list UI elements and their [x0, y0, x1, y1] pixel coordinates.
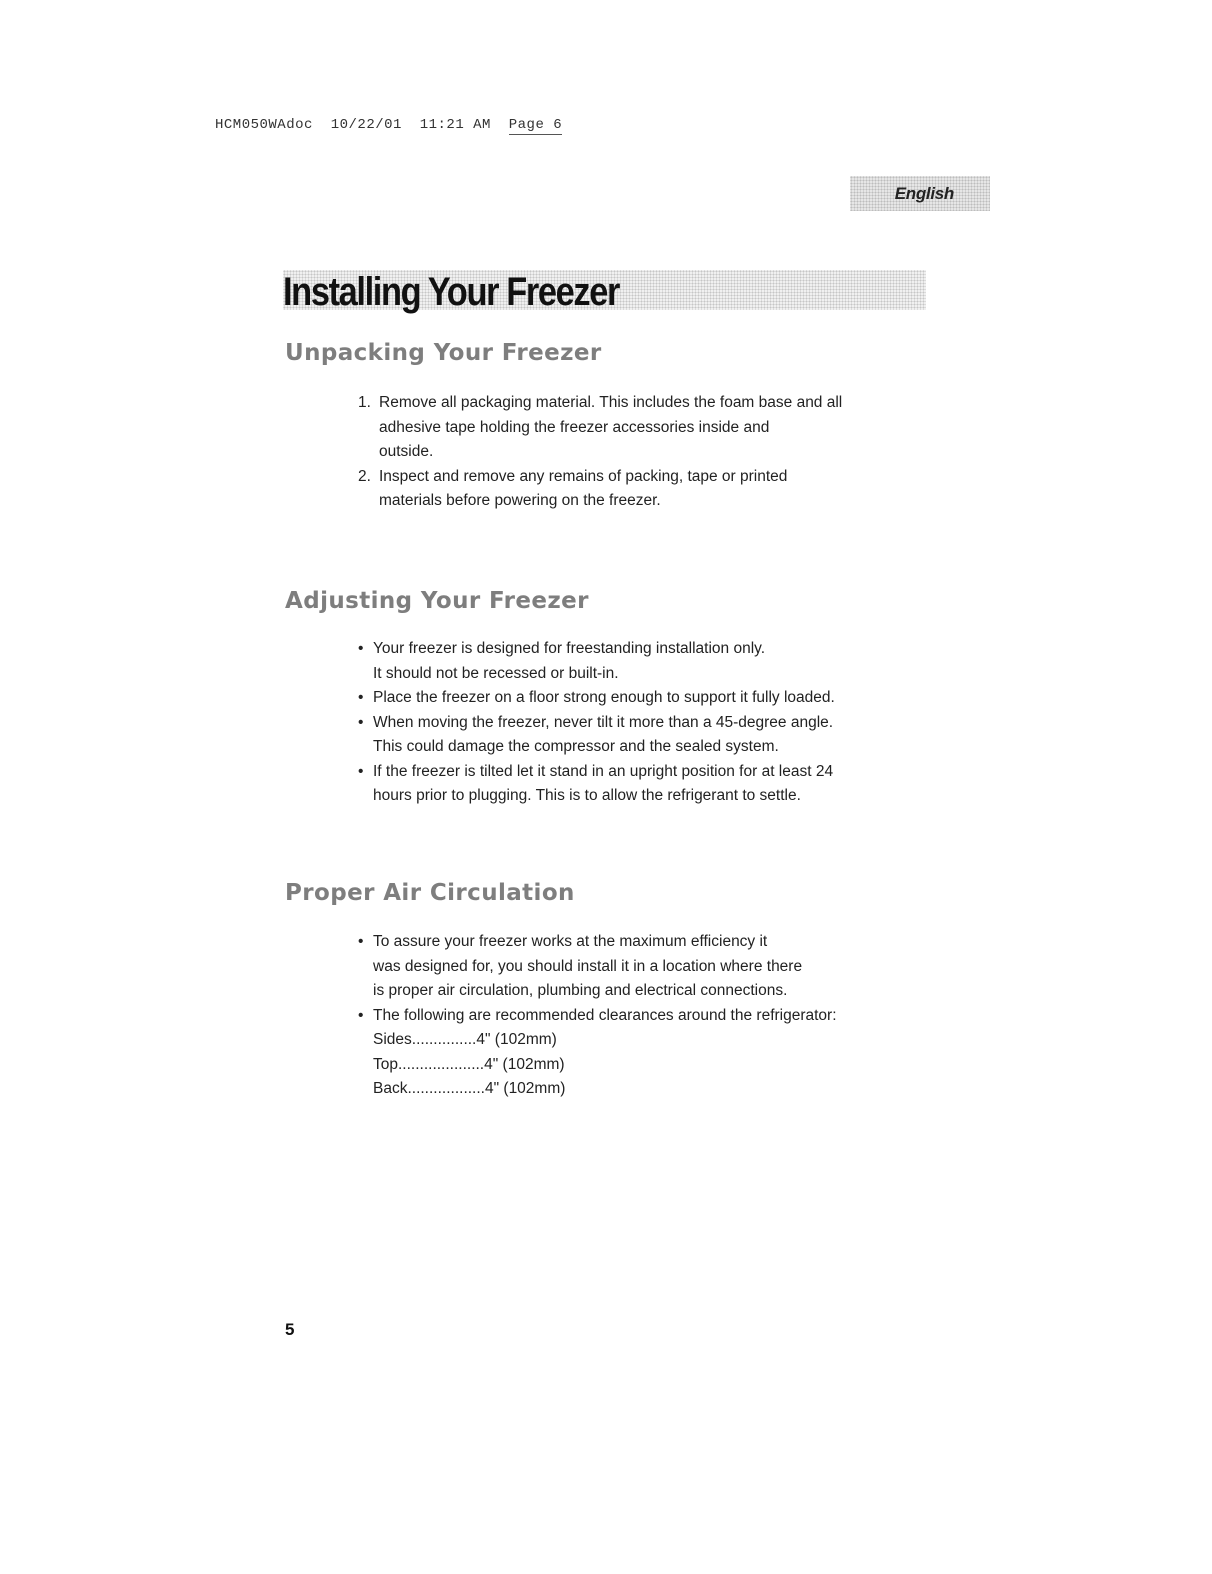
list-item	[358, 1004, 837, 1102]
clearance-top: Top....................4" (102mm)	[373, 1055, 565, 1073]
list-item	[358, 465, 842, 514]
bullet-icon: •	[358, 640, 364, 657]
list-line: When moving the freezer, never tilt it more than a 45-degree angle.	[373, 713, 834, 731]
list-item	[358, 637, 835, 686]
list-item	[358, 760, 835, 809]
list-line: is proper air circulation, plumbing and electrical connections.	[373, 982, 788, 999]
list-item	[358, 686, 835, 711]
list-line: adhesive tape holding the freezer accessories inside and	[379, 418, 770, 436]
step-number: 1.	[358, 394, 371, 411]
section-heading-adjusting: Adjusting Your Freezer	[285, 588, 589, 614]
bullet-icon: •	[358, 713, 364, 731]
list-line: materials before powering on the freezer.	[379, 492, 661, 509]
air-circulation-bullets	[358, 930, 837, 1102]
list-line: The following are recommended clearances around the refrigerator:	[373, 1006, 837, 1024]
adjusting-bullets	[358, 637, 835, 809]
clearance-sides: Sides...............4" (102mm)	[373, 1031, 557, 1048]
list-line: outside.	[379, 443, 434, 460]
list-line: It should not be recessed or built-in.	[373, 664, 619, 682]
list-line: Your freezer is designed for freestanding installation only.	[373, 640, 766, 657]
list-item	[358, 930, 837, 1004]
bullet-icon: •	[358, 762, 364, 780]
page-reference: Page 6	[508, 117, 563, 133]
page-number: 5	[285, 1320, 295, 1339]
list-line: This could damage the compressor and the sealed system.	[373, 738, 779, 755]
section-heading-unpacking: Unpacking Your Freezer	[285, 340, 602, 366]
list-line: hours prior to plugging. This is to allow the refrigerant to settle.	[373, 787, 801, 804]
list-line: Inspect and remove any remains of packing, tape or printed	[379, 467, 788, 485]
language-tab: English	[850, 176, 990, 211]
bullet-icon: •	[358, 933, 364, 950]
unpacking-steps	[358, 391, 842, 514]
list-line: Place the freezer on a floor strong enough to support it fully loaded.	[373, 689, 835, 706]
list-line: Remove all packaging material. This includes the foam base and all	[379, 394, 843, 411]
file-header-stamp	[215, 117, 562, 133]
bullet-icon: •	[358, 689, 364, 706]
section-heading-air-circulation: Proper Air Circulation	[285, 880, 575, 906]
list-line: To assure your freezer works at the maximum efficiency it	[373, 933, 768, 950]
page-title: Installing Your Freezer	[283, 270, 620, 314]
clearance-back: Back..................4" (102mm)	[373, 1080, 566, 1097]
list-line: was designed for, you should install it in a location where there	[373, 957, 803, 975]
list-item	[358, 391, 842, 465]
list-item	[358, 711, 835, 760]
step-number: 2.	[358, 467, 371, 485]
file-stamp-text: HCM050WAdoc 10/22/01 11:21 AM	[215, 117, 509, 133]
list-line: If the freezer is tilted let it stand in an upright position for at least 24	[373, 762, 834, 780]
bullet-icon: •	[358, 1006, 364, 1024]
